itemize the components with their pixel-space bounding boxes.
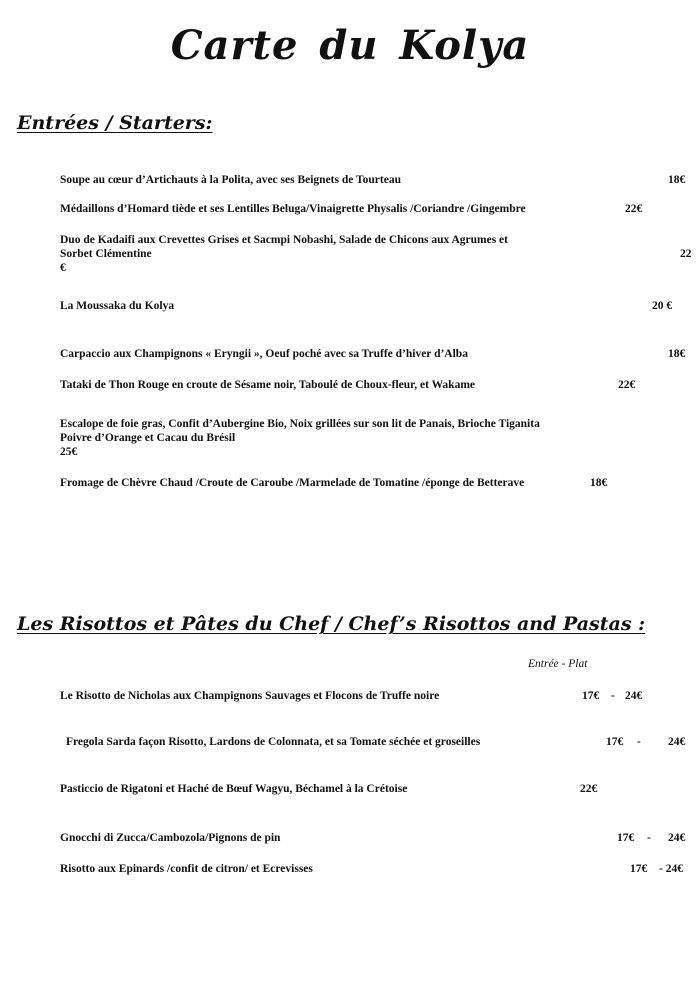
menu-item-price-plat: 24€ [625, 690, 643, 702]
menu-item-name-continued: Sorbet Clémentine [60, 248, 152, 260]
menu-item-name: Fromage de Chèvre Chaud /Croute de Caroube /Marmelade de Tomatine /éponge de Betterave [60, 477, 525, 489]
menu-item-price: 18€ [668, 174, 686, 186]
menu-item-name: Duo de Kadaifi aux Crevettes Grises et Sacmpi Nobashi, Salade de Chicons aux Agrumes et [60, 234, 508, 246]
menu-item-name: Fregola Sarda façon Risotto, Lardons de Colonnata, et sa Tomate séchée et groseilles [66, 736, 481, 748]
menu-item-price: 22€ [618, 379, 636, 391]
menu-item-price: 22€ [625, 203, 643, 215]
menu-item-price-entree: 17€ [582, 690, 600, 702]
starters-heading: Entrées / Starters: [17, 112, 213, 134]
menu-item-price: 25€ [60, 446, 78, 458]
menu-item-price-entree: 22€ [580, 783, 598, 795]
menu-item-name: Le Risotto de Nicholas aux Champignons Sauvages et Flocons de Truffe noire [60, 690, 440, 702]
menu-item-name-continued: Poivre d’Orange et Cacau du Brésil [60, 432, 236, 444]
menu-item-name: La Moussaka du Kolya [60, 300, 175, 312]
menu-item-name: Soupe au cœur d’Artichauts à la Polita, avec ses Beignets de Tourteau [60, 174, 401, 186]
menu-item-name: Pasticcio de Rigatoni et Haché de Bœuf Wagyu, Béchamel à la Crétoise [60, 783, 408, 795]
menu-item-name: Médaillons d’Homard tiède et ses Lentilles Beluga/Vinaigrette Physalis /Coriandre /Gingembre [60, 203, 526, 215]
menu-item-price-entree: 17€ [606, 736, 624, 748]
menu-item-price: 18€ [668, 348, 686, 360]
menu-item-name: Tataki de Thon Rouge en croute de Sésame noir, Taboulé de Choux-fleur, et Wakame [60, 379, 476, 391]
menu-item-name: Carpaccio aux Champignons « Eryngii », Oeuf poché avec sa Truffe d’hiver d’Alba [60, 348, 468, 360]
price-column-header: Entrée - Plat [528, 658, 588, 670]
price-separator: - [637, 736, 641, 748]
menu-item-price-plat: 24€ [668, 736, 686, 748]
menu-item-price-plat: - 24€ [659, 863, 683, 875]
menu-item-price-entree: 17€ [617, 832, 635, 844]
menu-item-name: Risotto aux Epinards /confit de citron/ et Ecrevisses [60, 863, 313, 875]
menu-item-price-plat: 24€ [668, 832, 686, 844]
menu-item-price: 22 [680, 248, 692, 260]
menu-item-price: 20 € [652, 300, 673, 312]
menu-item-price-entree: 17€ [630, 863, 648, 875]
pastas-heading: Les Risottos et Pâtes du Chef / Chef’s Risottos and Pastas : [17, 613, 646, 635]
menu-item-price-currency: € [60, 262, 66, 274]
price-separator: - [647, 832, 651, 844]
menu-title: Carte du Kolya [170, 22, 530, 69]
menu-item-name: Gnocchi di Zucca/Cambozola/Pignons de pin [60, 832, 281, 844]
price-separator: - [611, 690, 615, 702]
menu-item-name: Escalope de foie gras, Confit d’Aubergine Bio, Noix grillées sur son lit de Panais, Brioche Tiganita [60, 418, 540, 430]
menu-item-price: 18€ [590, 477, 608, 489]
